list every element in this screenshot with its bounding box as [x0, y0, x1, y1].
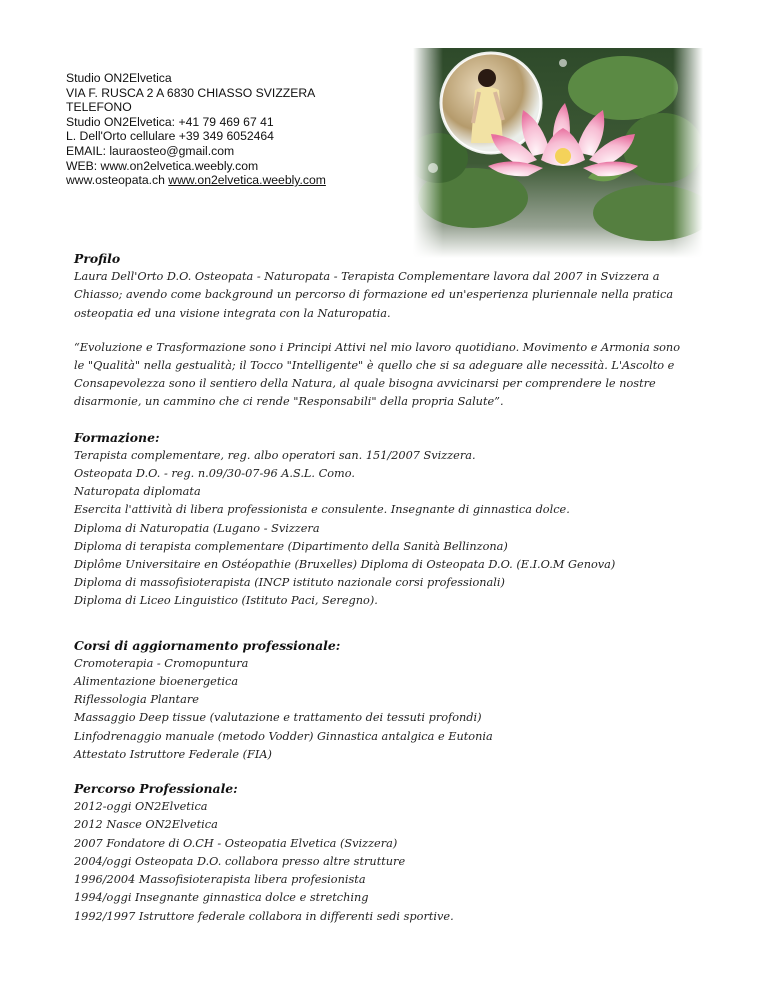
website-link[interactable]: www.on2elvetica.weebly.com [168, 173, 326, 188]
percorso-item: 1992/1997 Istruttore federale collabora in differenti sedi sportive. [74, 909, 454, 923]
percorso-item: 1996/2004 Massofisioterapista libera profesionista [74, 873, 366, 887]
quote-line: “Evoluzione e Trasformazione sono i Principi Attivi nel mio lavoro quotidiano. Movimento e Armonia sono [74, 340, 680, 354]
websites-line [66, 173, 406, 188]
percorso-item: 2007 Fondatore di O.CH - Osteopatia Elvetica (Svizzera) [74, 836, 398, 850]
profilo-line: Chiasso; avendo come background un percorso di formazione ed un'esperienza pluriennale nella pratica [74, 288, 674, 302]
corsi-heading: Corsi di aggiornamento professionale: [74, 637, 341, 653]
formazione-item: Naturopata diplomata [74, 485, 201, 499]
quote-line: Consapevolezza sono il sentiero della Natura, al quale bisogna avvicinarsi per comprendere le nostre [74, 377, 656, 391]
formazione-item: Diplôme Universitaire en Ostéopathie (Bruxelles) Diploma di Osteopata D.O. (E.I.O.M Genova) [74, 558, 616, 572]
percorso-item: 2012-oggi ON2Elvetica [74, 800, 208, 814]
corsi-item: Linfodrenaggio manuale (metodo Vodder) Ginnastica antalgica e Eutonia [74, 729, 493, 743]
corsi-item: Massaggio Deep tissue (valutazione e trattamento dei tessuti profondi) [74, 711, 482, 725]
formazione-item: Diploma di massofisioterapista (INCP istituto nazionale corsi professionali) [74, 576, 505, 590]
formazione-heading: Formazione: [74, 429, 160, 445]
formazione-item: Osteopata D.O. - reg. n.09/30-07-96 A.S.L. Como. [74, 467, 355, 481]
formazione-item: Diploma di Liceo Linguistico (Istituto Paci, Seregno). [74, 594, 378, 608]
formazione-item: Diploma di terapista complementare (Dipartimento della Sanità Bellinzona) [74, 539, 508, 553]
email: EMAIL: lauraosteo@gmail.com [66, 143, 235, 158]
website: WEB: www.on2elvetica.weebly.com [66, 158, 259, 173]
formazione-item: Diploma di Naturopatia (Lugano - Svizzera [74, 521, 320, 535]
address: VIA F. RUSCA 2 A 6830 CHIASSO SVIZZERA [66, 85, 316, 100]
website-plain: www.osteopata.ch [66, 173, 169, 188]
quote-line: le "Qualità" nella gestualità; il Tocco "Intelligente" è quello che si sa adeguare alle necessità. L'Ascolto e [74, 359, 675, 373]
percorso-heading: Percorso Professionale: [74, 781, 238, 797]
phone-label: TELEFONO [66, 100, 132, 115]
cv-body [74, 250, 694, 926]
profilo-line: osteopatia ed una visione integrata con la Naturopatia. [74, 306, 391, 320]
studio-name: Studio ON2Elvetica [66, 71, 172, 85]
profilo-heading: Profilo [74, 251, 121, 266]
profilo-line: Laura Dell'Orto D.O. Osteopata - Naturopata - Terapista Complementare lavora dal 2007 in Svizzera a [74, 270, 660, 284]
percorso-item: 1994/oggi Insegnante ginnastica dolce e stretching [74, 891, 369, 905]
formazione-item: Esercita l'attività di libera professionista e consulente. Insegnante di ginnastica dolce. [74, 503, 570, 517]
formazione-item: Terapista complementare, reg. albo operatori san. 151/2007 Svizzera. [74, 448, 476, 462]
percorso-item: 2012 Nasce ON2Elvetica [74, 818, 218, 832]
mobile-phone: L. Dell'Orto cellulare +39 349 6052464 [66, 129, 274, 144]
corsi-item: Alimentazione bioenergetica [74, 675, 239, 689]
percorso-item: 2004/oggi Osteopata D.O. collabora presso altre strutture [74, 854, 406, 868]
lotus-flower-portrait-image [413, 48, 703, 258]
quote-line: disarmonie, un cammino che ci rende "Responsabili" della propria Salute”. [74, 395, 504, 409]
contact-block [66, 71, 406, 188]
corsi-item: Riflessologia Plantare [74, 693, 199, 707]
corsi-item: Attestato Istruttore Federale (FIA) [74, 747, 272, 761]
studio-phone: Studio ON2Elvetica: +41 79 469 67 41 [66, 114, 274, 129]
corsi-item: Cromoterapia - Cromopuntura [74, 656, 249, 670]
